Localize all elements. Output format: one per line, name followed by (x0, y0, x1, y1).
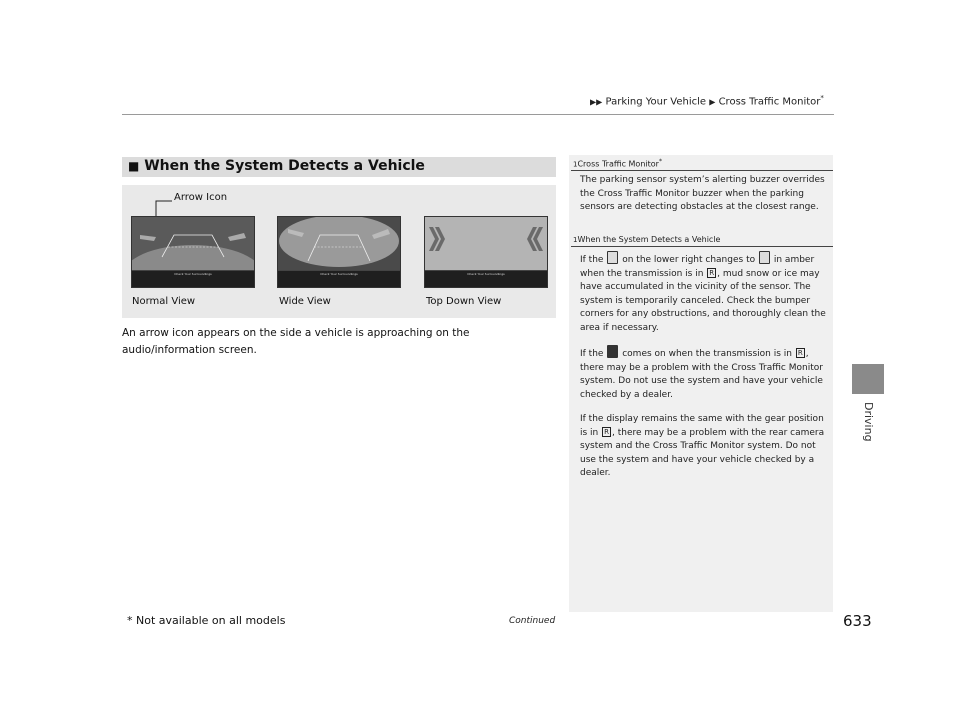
top-down-view-screen (424, 216, 548, 288)
screen-caption: Check Your Surroundings (467, 272, 505, 276)
screen-bottom-bar (425, 270, 547, 287)
footnote: * Not available on all models (127, 614, 286, 627)
arrow-icon: ▶ (709, 97, 716, 107)
note-icon: 1 (573, 160, 578, 169)
breadcrumb (590, 94, 824, 107)
screen-bottom-bar (278, 270, 400, 287)
note-divider (571, 170, 833, 171)
note-heading-text: When the System Detects a Vehicle (577, 235, 721, 244)
square-bullet-icon: ■ (128, 159, 140, 173)
screen-caption: Check Your Surroundings (320, 272, 358, 276)
continued-label: Continued (509, 616, 556, 626)
normal-view-screen (131, 216, 255, 288)
chapter-tab (852, 364, 884, 394)
note-text-cross-traffic: The parking sensor system’s alerting buzzer overrides the Cross Traffic Monitor buzzer when the parking sensors are detecting obstacles at the closest range. (580, 175, 825, 213)
asterisk-mark: * (820, 94, 824, 102)
gear-r-key: R (604, 427, 610, 436)
section-title (128, 158, 425, 174)
note-heading-text: Cross Traffic Monitor (577, 159, 659, 169)
note-paragraph-2: If the comes on when the transmission is in R , there may be a problem with the Cross Traffic Monitor system. Do not use the system and have your vehicle checked by a dealer. (580, 345, 828, 402)
note-divider (571, 246, 833, 247)
sensor-amber-indicator-icon (759, 251, 770, 264)
note-paragraph-3: If the display remains the same with the gear position is in R , there may be a problem with the rear camera system and the Cross Traffic Monitor system. Do not use the system and have your vehicle checked by a dealer. (580, 414, 825, 479)
system-warning-icon (607, 345, 618, 358)
double-arrow-icon: ▶▶ (590, 97, 603, 107)
breadcrumb-item-cross-traffic: Cross Traffic Monitor (718, 96, 821, 108)
sensor-indicator-icon (607, 251, 618, 264)
camera-image (278, 217, 400, 271)
screen-caption: Check Your Surroundings (174, 272, 212, 276)
header-divider (122, 114, 834, 115)
chapter-tab-label: Driving (862, 402, 875, 442)
note-heading-cross-traffic (573, 158, 662, 169)
note-paragraph-1: If the on the lower right changes to in amber when the transmission is in R , mud snow or ice may have accumulated in the vicinity of the sensor. The system is temporarily canceled. Check the bumper corners for any obstructions, and thoroughly clean the area if necessary. (580, 251, 828, 336)
normal-view-label: Normal View (132, 296, 196, 307)
asterisk-mark: * (658, 158, 662, 165)
wide-view-screen (277, 216, 401, 288)
section-title-text: When the System Detects a Vehicle (144, 158, 425, 174)
breadcrumb-item-parking: Parking Your Vehicle (605, 96, 707, 108)
top-down-view-label: Top Down View (426, 296, 502, 307)
page-number: 633 (843, 612, 872, 630)
body-paragraph: An arrow icon appears on the side a vehicle is approaching on the audio/information screen. (122, 327, 470, 356)
camera-image (132, 217, 254, 271)
gear-r-key: R (709, 268, 715, 277)
note-heading-detects-vehicle (573, 235, 720, 244)
arrow-icon-callout: Arrow Icon (174, 192, 228, 203)
note-icon: 1 (573, 236, 578, 244)
camera-image (425, 217, 547, 271)
screen-bottom-bar (132, 270, 254, 287)
wide-view-label: Wide View (279, 296, 331, 307)
gear-r-key: R (797, 349, 803, 357)
